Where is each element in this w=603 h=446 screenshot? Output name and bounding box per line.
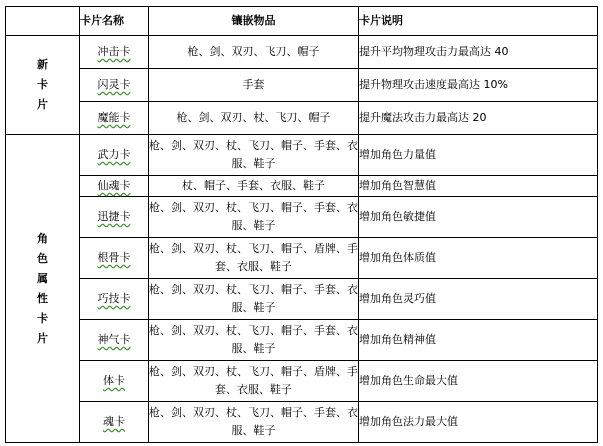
header-card-name: 卡片名称	[80, 7, 149, 36]
header-row	[6, 7, 598, 36]
header-inlay-items: 镶嵌物品	[149, 7, 359, 36]
card-inlay-items: 杖、帽子、手套、衣服、鞋子	[149, 176, 359, 197]
card-description: 增加角色体质值	[359, 238, 598, 279]
card-description: 增加角色灵巧值	[359, 279, 598, 320]
card-description: 增加角色生命最大值	[359, 361, 598, 402]
card-description: 增加角色力量值	[359, 135, 598, 176]
header-group	[6, 7, 80, 36]
card-inlay-items: 手套	[149, 69, 359, 102]
card-name: 神气卡	[80, 320, 149, 361]
card-inlay-items: 枪、剑、双刃、杖、飞刀、帽子、手套、衣服、鞋子	[149, 320, 359, 361]
card-name: 体卡	[80, 361, 149, 402]
card-inlay-items: 枪、剑、双刃、飞刀、帽子	[149, 36, 359, 69]
card-name: 巧技卡	[80, 279, 149, 320]
group-attribute-cards: 角色属性卡片	[6, 135, 80, 443]
card-inlay-items: 枪、剑、双刃、杖、飞刀、帽子、手套、衣服、鞋子	[149, 197, 359, 238]
card-name: 魔能卡	[80, 102, 149, 135]
card-inlay-items: 枪、剑、双刃、杖、飞刀、帽子、盾牌、手套、衣服、鞋子	[149, 238, 359, 279]
card-inlay-items: 枪、剑、双刃、杖、飞刀、帽子	[149, 102, 359, 135]
table-row	[6, 36, 598, 69]
table-row	[6, 238, 598, 279]
card-inlay-items: 枪、剑、双刃、杖、飞刀、帽子、手套、衣服、鞋子	[149, 402, 359, 443]
card-name: 武力卡	[80, 135, 149, 176]
card-table	[5, 6, 598, 443]
table-row	[6, 279, 598, 320]
card-description: 提升平均物理攻击力最高达 40	[359, 36, 598, 69]
card-inlay-items: 枪、剑、双刃、杖、飞刀、帽子、盾牌、手套、衣服、鞋子	[149, 361, 359, 402]
card-inlay-items: 枪、剑、双刃、杖、飞刀、帽子、手套、衣服、鞋子	[149, 135, 359, 176]
card-description: 增加角色精神值	[359, 320, 598, 361]
card-name: 根骨卡	[80, 238, 149, 279]
card-inlay-items: 枪、剑、双刃、杖、飞刀、帽子、手套、衣服、鞋子	[149, 279, 359, 320]
card-name: 冲击卡	[80, 36, 149, 69]
card-name: 迅捷卡	[80, 197, 149, 238]
card-name: 魂卡	[80, 402, 149, 443]
card-description: 增加角色法力最大值	[359, 402, 598, 443]
table-row	[6, 102, 598, 135]
group-new-cards: 新卡片	[6, 36, 80, 135]
card-name: 闪灵卡	[80, 69, 149, 102]
card-description: 增加角色智慧值	[359, 176, 598, 197]
header-card-description: 卡片说明	[359, 7, 598, 36]
table-row	[6, 320, 598, 361]
card-description: 提升魔法攻击力最高达 20	[359, 102, 598, 135]
table-row	[6, 402, 598, 443]
card-description: 增加角色敏捷值	[359, 197, 598, 238]
card-name: 仙魂卡	[80, 176, 149, 197]
table-row	[6, 176, 598, 197]
table-row	[6, 69, 598, 102]
table-row	[6, 135, 598, 176]
card-description: 提升物理攻击速度最高达 10%	[359, 69, 598, 102]
table-row	[6, 361, 598, 402]
table-row	[6, 197, 598, 238]
